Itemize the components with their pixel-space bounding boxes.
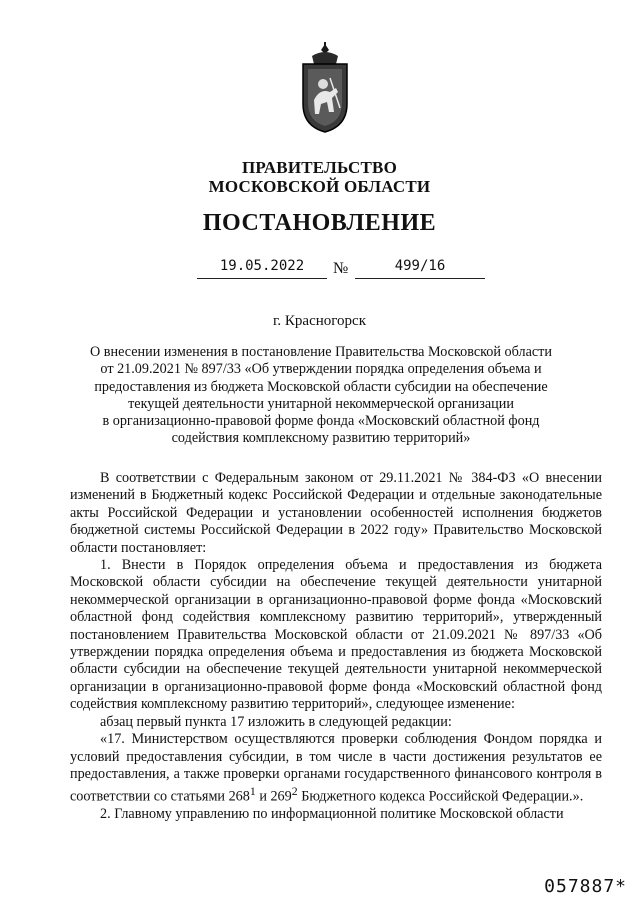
quote-text: и 269 [255, 789, 292, 806]
document-body [70, 470, 602, 824]
body-paragraph: абзац первый пункта 17 изложить в следующей редакции: [100, 713, 452, 730]
city: г. Красногорск [272, 313, 367, 329]
title-line: в организационно-правовой форме фонда «Московский областной фонд [102, 413, 540, 430]
quote-text: Бюджетного кодекса Российской Федерации.». [297, 789, 584, 806]
title-line: предоставления из бюджета Московской области субсидии на обеспечение [94, 378, 548, 395]
number-underline [355, 278, 485, 279]
title-line: от 21.09.2021 № 897/33 «Об утверждении порядка определения объема и [100, 361, 542, 378]
quote-text: «17. Министерством осуществляются проверки соблюдения Фондом порядка и условий предоставления субсидии, в том числе в части достижения результатов ее предоставления, а также проверки органами государственного финансового контроля в соответствии со статьями 268 [70, 731, 602, 806]
document-title [82, 344, 560, 448]
date-number-row [0, 258, 639, 282]
number-sign: № [333, 260, 349, 277]
superscript: 1 [249, 784, 256, 799]
superscript: 2 [291, 784, 298, 799]
government-name-line-1: ПРАВИТЕЛЬСТВО [242, 158, 397, 177]
coat-of-arms-icon [300, 42, 350, 134]
document-number: 499/16 [394, 258, 446, 274]
body-paragraph: 2. Главному управлению по информационной политике Московской области [100, 806, 564, 823]
document-date: 19.05.2022 [219, 258, 305, 274]
body-paragraph: В соответствии с Федеральным законом от 29.11.2021 № 384-ФЗ «О внесении изменений в Бюджетный кодекс Российской Федерации и отдельные законодательные акты Российской Федерации и установлении особенностей исполнения бюджетов бюджетной системы Российской Федерации в 2022 году» Правительство Московской области постановляет: [70, 470, 602, 556]
quoted-paragraph [70, 731, 602, 806]
government-name-line-2: МОСКОВСКОЙ ОБЛАСТИ [208, 177, 431, 196]
title-line: О внесении изменения в постановление Правительства Московской области [90, 344, 552, 360]
body-paragraph: 1. Внести в Порядок определения объема и предоставления из бюджета Московской области субсидии на обеспечение текущей деятельности унитарной некоммерческой организации в организационно-правовой форме фонда «Московский областной фонд содействия комплексному развитию территорий», утвержденный постановлением Правительства Московской области от 21.09.2021 № 897/33 «Об утверждении порядка определения объема и предоставления из бюджета Московской области субсидии на обеспечение текущей деятельности унитарной некоммерческой организации в организационно-правовой форме фонда «Московский областной фонд содействия комплексному развитию территорий», следующее изменение: [70, 557, 602, 713]
serial-number: 057887* [544, 876, 627, 897]
date-underline [197, 278, 327, 279]
title-line: текущей деятельности унитарной некоммерческой организации [128, 395, 514, 412]
title-line: содействия комплексному развитию территорий» [171, 430, 471, 447]
document-type: ПОСТАНОВЛЕНИЕ [202, 210, 437, 236]
